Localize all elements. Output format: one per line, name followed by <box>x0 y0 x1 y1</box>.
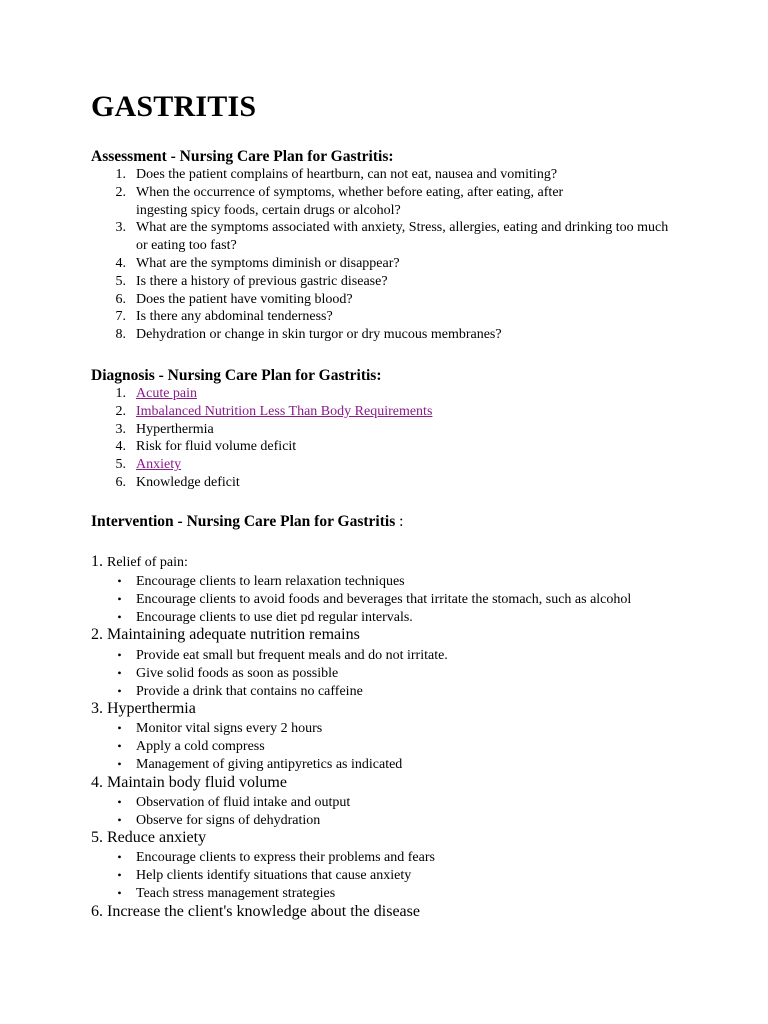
list-item: 5. Anxiety <box>115 457 182 473</box>
list-item: • Encourage clients to use diet pd regular intervals. <box>117 609 413 625</box>
list-item: • Help clients identify situations that cause anxiety <box>117 867 412 883</box>
list-item: • Encourage clients to express their problems and fears <box>117 850 435 865</box>
list-item: 8. Dehydration or change in skin turgor or dry mucous membranes? <box>115 327 502 343</box>
intervention-step-6: 6. Increase the client's knowledge about the disease <box>91 903 420 920</box>
diagnosis-link-anxiety[interactable]: Anxiety <box>136 457 182 473</box>
list-item: • Provide eat small but frequent meals and do not irritate. <box>117 648 448 663</box>
list-item: 2. When the occurrence of symptoms, whether before eating, after eating, after ingesting spicy foods, certain drugs or alcohol? <box>115 184 564 218</box>
intervention-step-4-bullets <box>91 794 696 830</box>
intervention-step-2-bullets <box>91 647 696 701</box>
list-item: 6. Knowledge deficit <box>115 474 240 490</box>
list-item: • Encourage clients to learn relaxation techniques <box>117 574 405 589</box>
diagnosis-link-acute-pain[interactable]: Acute pain <box>136 386 198 401</box>
list-item: • Monitor vital signs every 2 hours <box>117 721 323 736</box>
list-item: • Apply a cold compress <box>117 738 265 754</box>
intervention-step-3-bullets <box>91 720 696 774</box>
intervention-step-5: 5. Reduce anxiety <box>91 829 207 846</box>
diagnosis-link-imbalanced-nutrition[interactable]: Imbalanced Nutrition Less Than Body Requirements <box>136 403 433 419</box>
intervention-heading: Intervention - Nursing Care Plan for Gastritis : <box>91 513 404 530</box>
list-item: • Encourage clients to avoid foods and beverages that irritate the stomach, such as alcohol <box>117 591 632 607</box>
list-item: 5. Is there a history of previous gastric disease? <box>115 273 388 289</box>
list-item: 6. Does the patient have vomiting blood? <box>115 291 353 307</box>
diagnosis-list <box>91 385 676 492</box>
list-item: 2. Imbalanced Nutrition Less Than Body Requirements <box>115 403 433 419</box>
intervention-step-4: 4. Maintain body fluid volume <box>91 774 287 791</box>
intervention-step-1: 1. Relief of pain: <box>91 553 188 570</box>
intervention-step-2: 2. Maintaining adequate nutrition remains <box>91 626 360 643</box>
list-item: • Teach stress management strategies <box>117 885 336 901</box>
list-item: 3. Hyperthermia <box>115 421 214 437</box>
list-item: • Management of giving antipyretics as indicated <box>117 756 403 772</box>
list-item: 4. What are the symptoms diminish or disappear? <box>115 255 400 271</box>
list-item: 1. Does the patient complains of heartburn, can not eat, nausea and vomiting? <box>115 167 558 182</box>
diagnosis-heading: Diagnosis - Nursing Care Plan for Gastritis: <box>91 367 382 384</box>
list-item: • Observe for signs of dehydration <box>117 812 321 828</box>
list-item: 7. Is there any abdominal tenderness? <box>115 309 333 325</box>
list-item: • Give solid foods as soon as possible <box>117 665 339 681</box>
intervention-step-1-bullets <box>91 573 696 627</box>
list-item: 3. What are the symptoms associated with anxiety, Stress, allergies, eating and drinking too much or eating too fast? <box>115 220 669 254</box>
list-item: 4. Risk for fluid volume deficit <box>115 439 297 455</box>
assessment-heading: Assessment - Nursing Care Plan for Gastritis: <box>91 148 394 165</box>
intervention-step-3: 3. Hyperthermia <box>91 700 196 717</box>
assessment-list <box>91 166 676 344</box>
page-title: GASTRITIS <box>91 90 257 123</box>
list-item: • Observation of fluid intake and output <box>117 795 351 810</box>
list-item: • Provide a drink that contains no caffeine <box>117 683 363 699</box>
list-item: 1. Acute pain <box>115 386 198 401</box>
intervention-step-5-bullets <box>91 849 696 903</box>
